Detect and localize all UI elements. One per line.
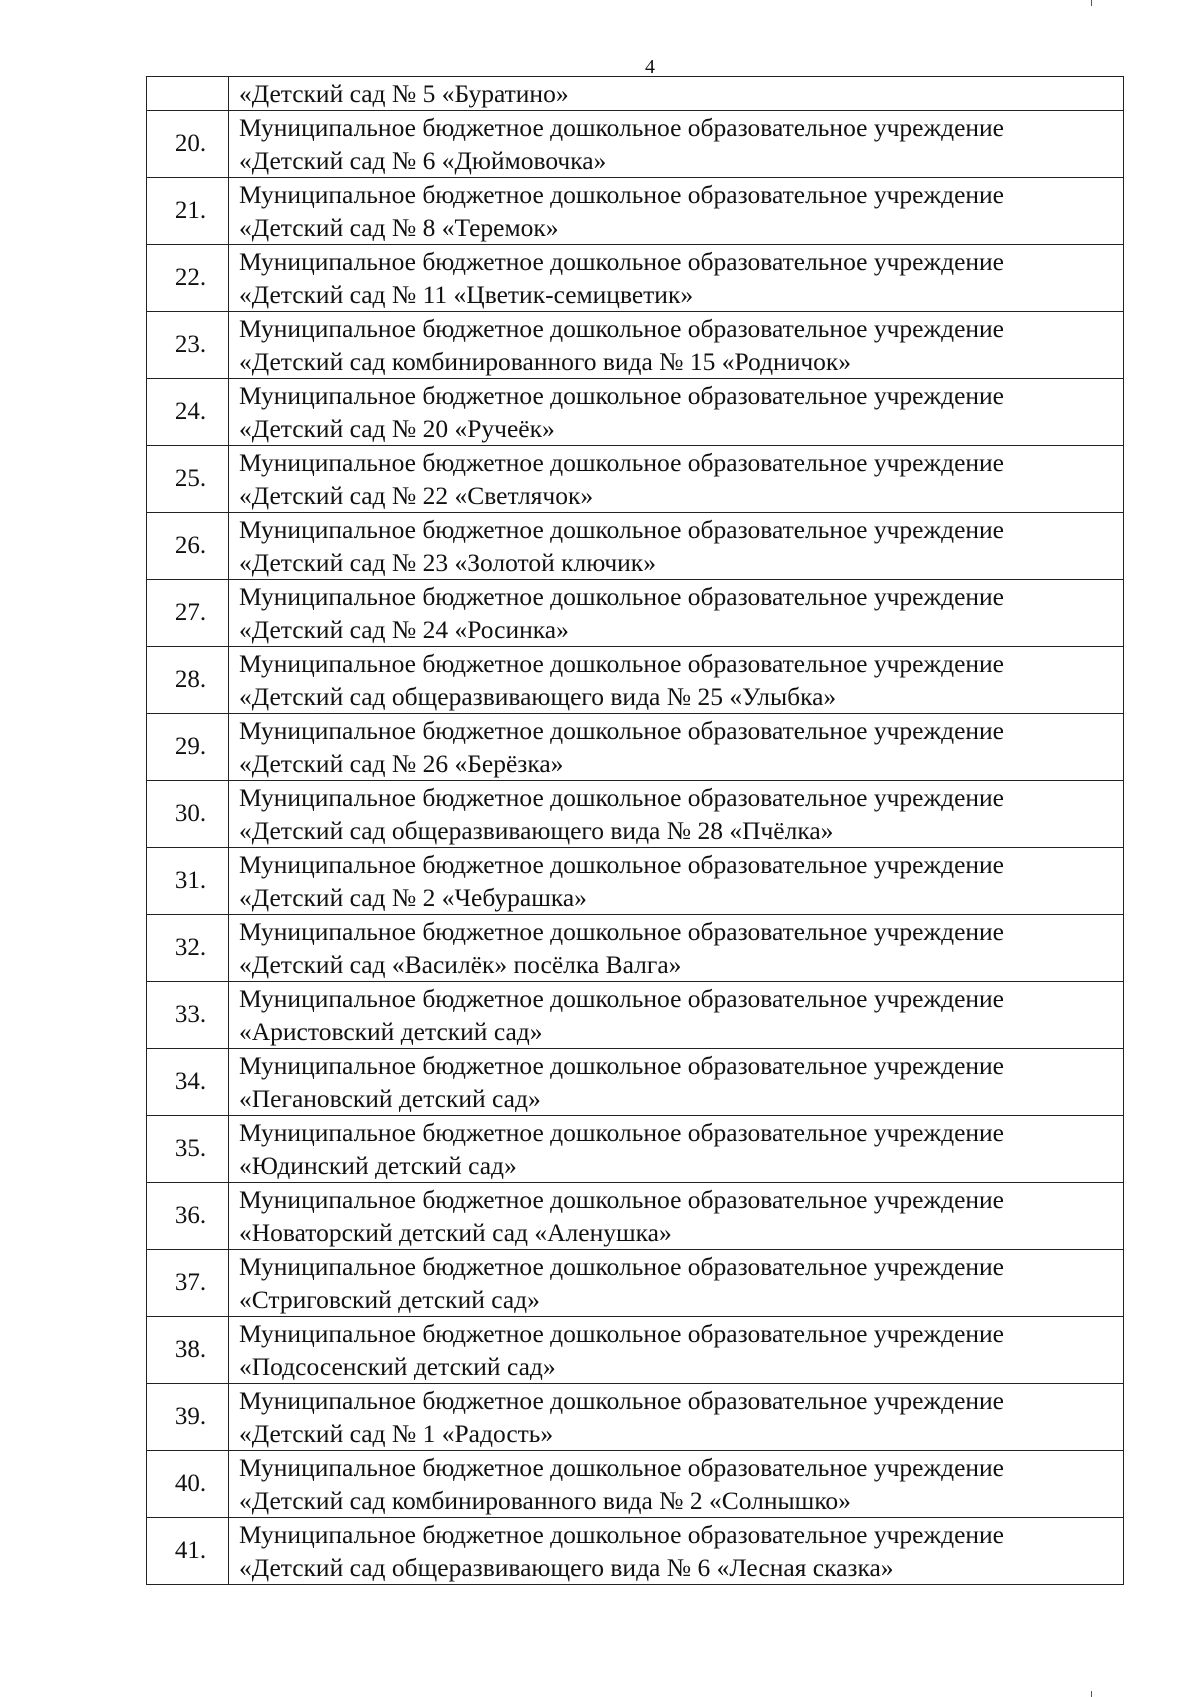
row-number: 26.: [147, 513, 229, 580]
table-row: [147, 580, 1124, 647]
scan-mark-top: [1091, 0, 1092, 6]
institution-name: [229, 647, 1124, 714]
table-row: [147, 379, 1124, 446]
table-row: [147, 781, 1124, 848]
table-row: [147, 982, 1124, 1049]
institution-name: [229, 580, 1124, 647]
institution-type-line: Муниципальное бюджетное дошкольное образовательное учреждение: [239, 1118, 1004, 1147]
institution-type-line: Муниципальное бюджетное дошкольное образовательное учреждение: [239, 1520, 1004, 1549]
institution-type-line: Муниципальное бюджетное дошкольное образовательное учреждение: [239, 783, 1004, 812]
row-number: 30.: [147, 781, 229, 848]
row-number: 32.: [147, 915, 229, 982]
institution-name: [229, 446, 1124, 513]
institution-name: [229, 781, 1124, 848]
institution-title-line: «Детский сад № 6 «Дюймовочка»: [239, 146, 607, 175]
row-number: 35.: [147, 1116, 229, 1183]
institution-type-line: Муниципальное бюджетное дошкольное образовательное учреждение: [239, 850, 1004, 879]
row-number: [147, 77, 229, 111]
table-row-continuation: [147, 77, 1124, 111]
scan-mark-bottom: [1091, 1691, 1092, 1697]
row-number: 25.: [147, 446, 229, 513]
institution-type-line: Муниципальное бюджетное дошкольное образовательное учреждение: [239, 314, 1004, 343]
institution-type-line: Муниципальное бюджетное дошкольное образовательное учреждение: [239, 1252, 1004, 1281]
row-number: 40.: [147, 1451, 229, 1518]
row-number: 38.: [147, 1317, 229, 1384]
institution-type-line: Муниципальное бюджетное дошкольное образовательное учреждение: [239, 1051, 1004, 1080]
institution-type-line: Муниципальное бюджетное дошкольное образовательное учреждение: [239, 1185, 1004, 1214]
institution-title-line: «Стриговский детский сад»: [239, 1285, 540, 1314]
institution-name: [229, 915, 1124, 982]
institution-type-line: Муниципальное бюджетное дошкольное образовательное учреждение: [239, 180, 1004, 209]
institution-type-line: Муниципальное бюджетное дошкольное образовательное учреждение: [239, 1319, 1004, 1348]
row-number: 27.: [147, 580, 229, 647]
institution-title-line: «Новаторский детский сад «Аленушка»: [239, 1218, 672, 1247]
institution-type-line: Муниципальное бюджетное дошкольное образовательное учреждение: [239, 917, 1004, 946]
institution-title-line: «Детский сад комбинированного вида № 2 «Солнышко»: [239, 1486, 851, 1515]
institution-title-line: «Детский сад № 22 «Светлячок»: [239, 481, 594, 510]
row-number: 28.: [147, 647, 229, 714]
table-row: [147, 111, 1124, 178]
institution-title-line: «Детский сад комбинированного вида № 15 «Родничок»: [239, 347, 852, 376]
table-row: [147, 1250, 1124, 1317]
institutions-table: [146, 76, 1124, 1585]
institutions-table-body: [147, 77, 1124, 1585]
row-number: 39.: [147, 1384, 229, 1451]
institution-name: [229, 848, 1124, 915]
row-number: 22.: [147, 245, 229, 312]
institution-type-line: Муниципальное бюджетное дошкольное образовательное учреждение: [239, 984, 1004, 1013]
institution-name: [229, 1116, 1124, 1183]
institution-title-line: «Детский сад общеразвивающего вида № 28 «Пчёлка»: [239, 816, 834, 845]
table-row: [147, 1518, 1124, 1585]
row-number: 41.: [147, 1518, 229, 1585]
institution-type-line: Муниципальное бюджетное дошкольное образовательное учреждение: [239, 649, 1004, 678]
institution-title-line: «Детский сад № 23 «Золотой ключик»: [239, 548, 656, 577]
table-row: [147, 178, 1124, 245]
institution-name: [229, 1049, 1124, 1116]
institution-name: [229, 1183, 1124, 1250]
institution-type-line: Муниципальное бюджетное дошкольное образовательное учреждение: [239, 1386, 1004, 1415]
institution-name: [229, 245, 1124, 312]
row-number: 20.: [147, 111, 229, 178]
institution-name: [229, 714, 1124, 781]
institution-title-line: «Детский сад № 8 «Теремок»: [239, 213, 559, 242]
institution-title-line: «Детский сад № 11 «Цветик-семицветик»: [239, 280, 694, 309]
row-number: 23.: [147, 312, 229, 379]
institution-name: [229, 1518, 1124, 1585]
institution-name: [229, 111, 1124, 178]
institution-name: [229, 1384, 1124, 1451]
row-number: 33.: [147, 982, 229, 1049]
institution-title-line: «Детский сад общеразвивающего вида № 6 «Лесная сказка»: [239, 1553, 894, 1582]
institution-type-line: Муниципальное бюджетное дошкольное образовательное учреждение: [239, 515, 1004, 544]
table-row: [147, 915, 1124, 982]
institution-name: [229, 77, 1124, 111]
institution-name: [229, 513, 1124, 580]
institution-title-line: «Аристовский детский сад»: [239, 1017, 543, 1046]
table-row: [147, 1384, 1124, 1451]
row-number: 29.: [147, 714, 229, 781]
institution-title-line: «Детский сад общеразвивающего вида № 25 «Улыбка»: [239, 682, 837, 711]
institution-type-line: Муниципальное бюджетное дошкольное образовательное учреждение: [239, 113, 1004, 142]
row-number: 36.: [147, 1183, 229, 1250]
institution-type-line: Муниципальное бюджетное дошкольное образовательное учреждение: [239, 448, 1004, 477]
institution-type-line: Муниципальное бюджетное дошкольное образовательное учреждение: [239, 1453, 1004, 1482]
institution-title-line: «Юдинский детский сад»: [239, 1151, 517, 1180]
institution-title-line: «Детский сад № 2 «Чебурашка»: [239, 883, 587, 912]
institution-name: [229, 312, 1124, 379]
institution-type-line: Муниципальное бюджетное дошкольное образовательное учреждение: [239, 716, 1004, 745]
row-number: 31.: [147, 848, 229, 915]
institution-type-line: Муниципальное бюджетное дошкольное образовательное учреждение: [239, 247, 1004, 276]
institution-title-line: «Детский сад № 20 «Ручеёк»: [239, 414, 555, 443]
table-row: [147, 848, 1124, 915]
institution-title-line: «Детский сад № 1 «Радость»: [239, 1419, 554, 1448]
institution-type-line: Муниципальное бюджетное дошкольное образовательное учреждение: [239, 582, 1004, 611]
institution-type-line: Муниципальное бюджетное дошкольное образовательное учреждение: [239, 381, 1004, 410]
row-number: 34.: [147, 1049, 229, 1116]
table-row: [147, 1116, 1124, 1183]
institution-name-line: «Детский сад № 5 «Буратино»: [239, 79, 569, 108]
table-row: [147, 1451, 1124, 1518]
table-row: [147, 513, 1124, 580]
row-number: 21.: [147, 178, 229, 245]
table-row: [147, 1049, 1124, 1116]
institution-title-line: «Детский сад № 26 «Берёзка»: [239, 749, 564, 778]
institution-name: [229, 982, 1124, 1049]
table-row: [147, 1183, 1124, 1250]
table-row: [147, 1317, 1124, 1384]
table-row: [147, 312, 1124, 379]
table-row: [147, 446, 1124, 513]
table-row: [147, 647, 1124, 714]
institution-name: [229, 1317, 1124, 1384]
institution-title-line: «Пегановский детский сад»: [239, 1084, 541, 1113]
institution-name: [229, 1250, 1124, 1317]
institution-name: [229, 1451, 1124, 1518]
institution-title-line: «Детский сад «Василёк» посёлка Валга»: [239, 950, 682, 979]
institution-name: [229, 379, 1124, 446]
institution-title-line: «Детский сад № 24 «Росинка»: [239, 615, 569, 644]
table-row: [147, 245, 1124, 312]
page-number: 4: [645, 56, 655, 78]
table-row: [147, 714, 1124, 781]
institution-name: [229, 178, 1124, 245]
row-number: 37.: [147, 1250, 229, 1317]
institution-title-line: «Подсосенский детский сад»: [239, 1352, 556, 1381]
row-number: 24.: [147, 379, 229, 446]
